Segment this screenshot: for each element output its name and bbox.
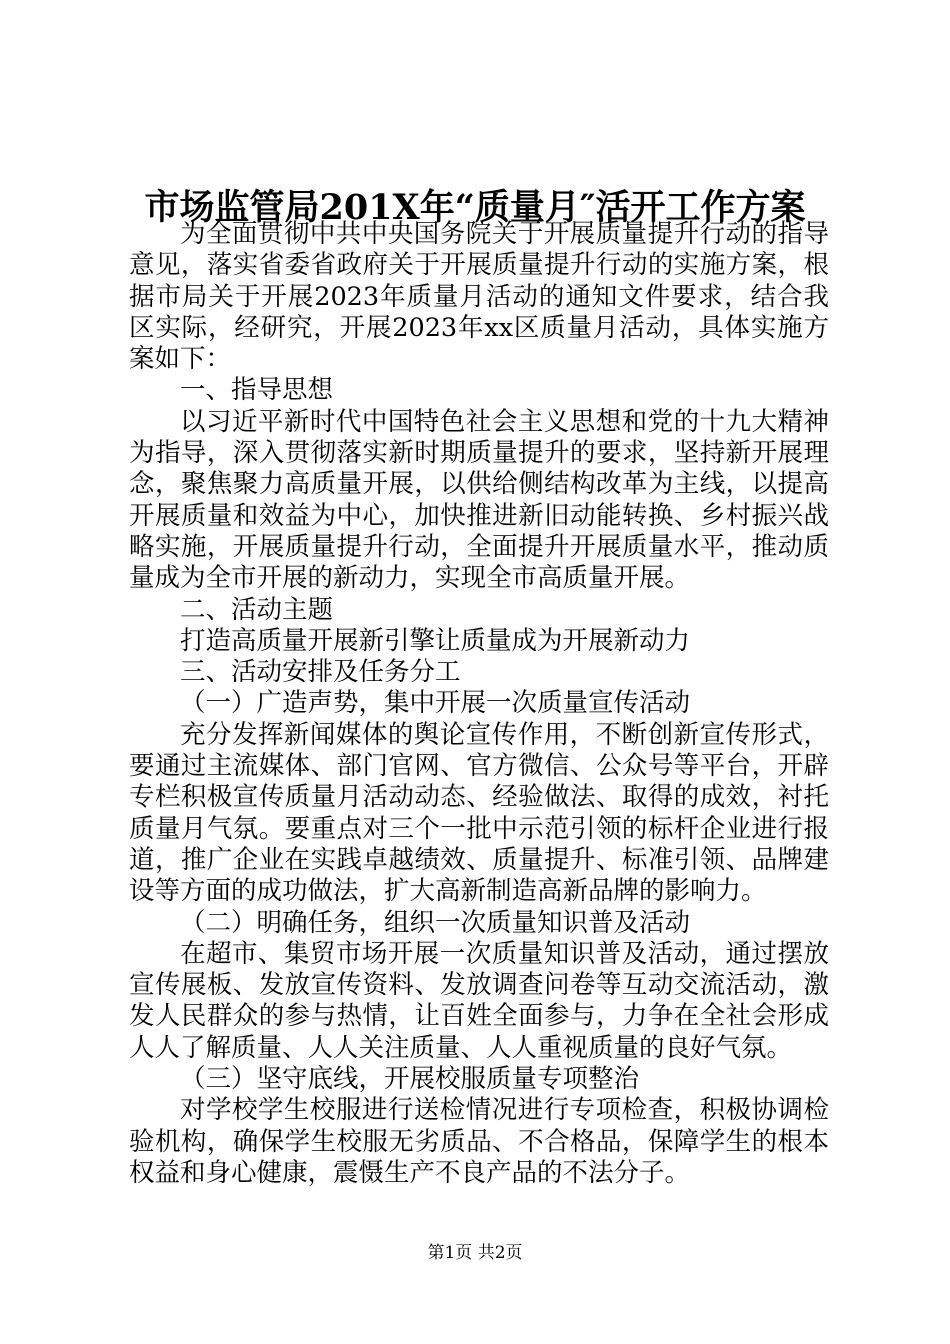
subheading-knowledge: （二）明确任务，组织一次质量知识普及活动 [180,907,691,938]
guiding-ideology-paragraph: 以习近平新时代中国特色社会主义思想和党的十九大精神为指导，深入贯彻落实新时期质量提升的要求，坚持新开展理念，聚焦聚力高质量开展，以供给侧结构改革为主线，以提高开展质量和效益为中心，加快推进新旧动能转换、乡村振兴战略实施，开展质量提升行动，全面提升开展质量水平，推动质量成为全市开展的新动力，实现全市高质量开展。 [129,406,829,594]
subheading-publicity: （一）广造声势，集中开展一次质量宣传活动 [180,688,691,719]
page-number-footer: 第1页 共2页 [427,1243,523,1263]
publicity-paragraph: 充分发挥新闻媒体的舆论宣传作用，不断创新宣传形式，要通过主流媒体、部门官网、官方微信、公众号等平台，开辟专栏积极宣传质量月活动动态、经验做法、取得的成效，衬托质量月气氛。要重点对三个一批中示范引领的标杆企业进行报道，推广企业在实践卓越绩效、质量提升、标准引领、品牌建设等方面的成功做法，扩大高新制造高新品牌的影响力。 [129,719,829,907]
section-heading-arrangements: 三、活动安排及任务分工 [180,657,461,688]
subheading-uniform: （三）坚守底线，开展校服质量专项整治 [180,1064,640,1095]
activity-theme-paragraph: 打造高质量开展新引擎让质量成为开展新动力 [180,625,691,656]
intro-paragraph: 为全面贯彻中共中央国务院关于开展质量提升行动的指导意见，落实省委省政府关于开展质量提升行动的实施方案，根据市局关于开展2023年质量月活动的通知文件要求，结合我区实际，经研究，开展2023年xx区质量月活动，具体实施方案如下： [129,219,829,375]
section-heading-activity-theme: 二、活动主题 [180,594,334,625]
knowledge-paragraph: 在超市、集贸市场开展一次质量知识普及活动，通过摆放宣传展板、发放宣传资料、发放调查问卷等互动交流活动，激发人民群众的参与热情，让百姓全面参与，力争在全社会形成人人了解质量、人人关注质量、人人重视质量的良好气氛。 [129,938,829,1063]
document-title: 市场监管局201X年“质量月″活开工作方案 [144,187,806,228]
uniform-paragraph: 对学校学生校服进行送检情况进行专项检查，积极协调检验机构，确保学生校服无劣质品、不合格品，保障学生的根本权益和身心健康，震慑生产不良产品的不法分子。 [129,1095,829,1188]
section-heading-guiding-ideology: 一、指导思想 [180,375,334,406]
document-body [129,219,829,1189]
